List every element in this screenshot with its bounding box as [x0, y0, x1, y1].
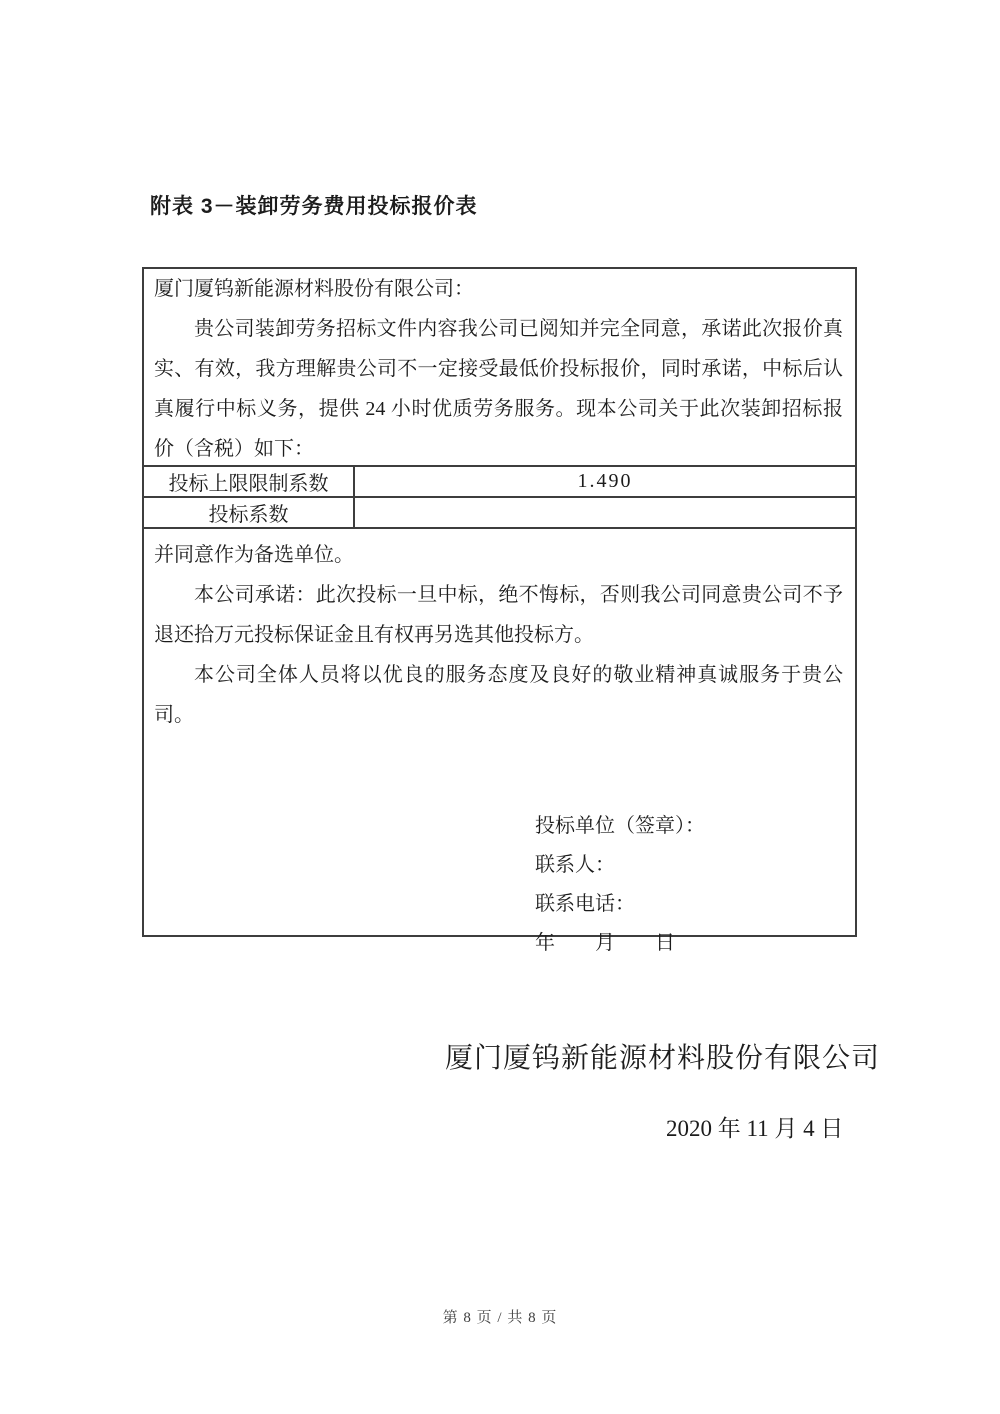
upper-limit-coefficient-label: 投标上限限制系数 — [144, 467, 355, 496]
signature-date-blank: 年 月 日 — [535, 932, 675, 954]
signature-phone-label: 联系电话： — [535, 893, 635, 915]
signature-block — [535, 807, 843, 963]
table-intro-cell — [144, 269, 855, 465]
bid-coefficient-label: 投标系数 — [144, 498, 355, 527]
closing-company-name: 厦门厦钨新能源材料股份有限公司 — [445, 1043, 881, 1074]
service-paragraph: 本公司全体人员将以优良的服务态度及良好的敬业精神真诚服务于贵公司。 — [154, 664, 843, 726]
page-number-footer: 第 8 页 / 共 8 页 — [442, 1310, 558, 1326]
bid-quotation-table — [142, 267, 857, 954]
page-title: 附表 3－装卸劳务费用投标报价表 — [150, 195, 478, 218]
promise-paragraph: 本公司承诺：此次投标一旦中标，绝不悔标，否则我公司同意贵公司不予退还拾万元投标保证金且有权再另选其他投标方。 — [154, 584, 843, 646]
table-commitment-cell — [144, 527, 855, 963]
bid-coefficient-value — [355, 498, 855, 527]
signature-unit-label: 投标单位（签章）： — [535, 815, 705, 837]
alternate-note-line: 并同意作为备选单位。 — [154, 544, 354, 566]
table-row — [144, 496, 855, 527]
signature-contact-label: 联系人： — [535, 854, 615, 876]
intro-paragraph: 贵公司装卸劳务招标文件内容我公司已阅知并完全同意，承诺此次报价真实、有效，我方理解贵公司不一定接受最低价投标报价，同时承诺，中标后认真履行中标义务，提供 24 小时优质劳务服务。现本公司关于此次装卸招标报价（含税）如下： — [154, 318, 843, 460]
closing-date: 2020 年 11 月 4 日 — [666, 1116, 844, 1141]
salutation-line: 厦门厦钨新能源材料股份有限公司： — [154, 278, 474, 300]
upper-limit-coefficient-value: 1.490 — [577, 470, 633, 492]
table-row — [144, 465, 855, 496]
